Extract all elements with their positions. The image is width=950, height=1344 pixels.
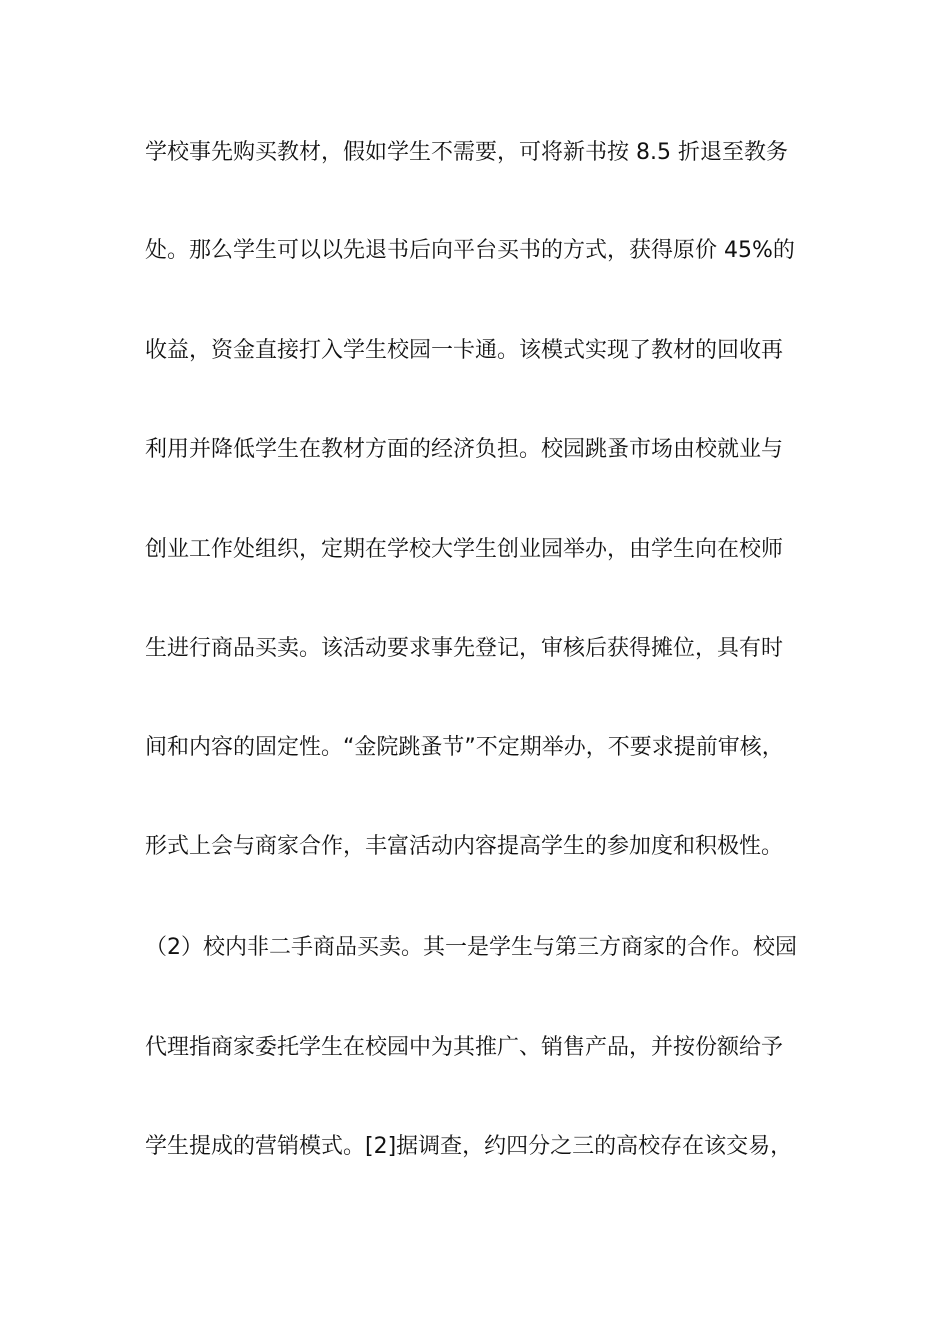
text-line-8: 形式上会与商家合作，丰富活动内容提高学生的参加度和积极性。 <box>145 834 784 859</box>
text-line-1: 学校事先购买教材，假如学生不需要，可将新书按 8.5 折退至教务 <box>145 140 788 165</box>
text-line-3: 收益，资金直接打入学生校园一卡通。该模式实现了教材的回收再 <box>145 338 784 363</box>
text-line-5: 创业工作处组织，定期在学校大学生创业园举办，由学生向在校师 <box>145 537 784 562</box>
text-line-11: 学生提成的营销模式。[2]据调查，约四分之三的高校存在该交易， <box>145 1134 793 1159</box>
text-line-4: 利用并降低学生在教材方面的经济负担。校园跳蚤市场由校就业与 <box>145 437 784 462</box>
text-line-10: 代理指商家委托学生在校园中为其推广、销售产品，并按份额给予 <box>145 1035 784 1060</box>
text-line-7: 间和内容的固定性。“金院跳蚤节”不定期举办，不要求提前审核， <box>145 735 784 760</box>
text-line-6: 生进行商品买卖。该活动要求事先登记，审核后获得摊位，具有时 <box>145 636 784 661</box>
text-line-9: （2）校内非二手商品买卖。其一是学生与第三方商家的合作。校园 <box>145 935 797 960</box>
text-line-2: 处。那么学生可以以先退书后向平台买书的方式，获得原价 45%的 <box>145 238 795 263</box>
